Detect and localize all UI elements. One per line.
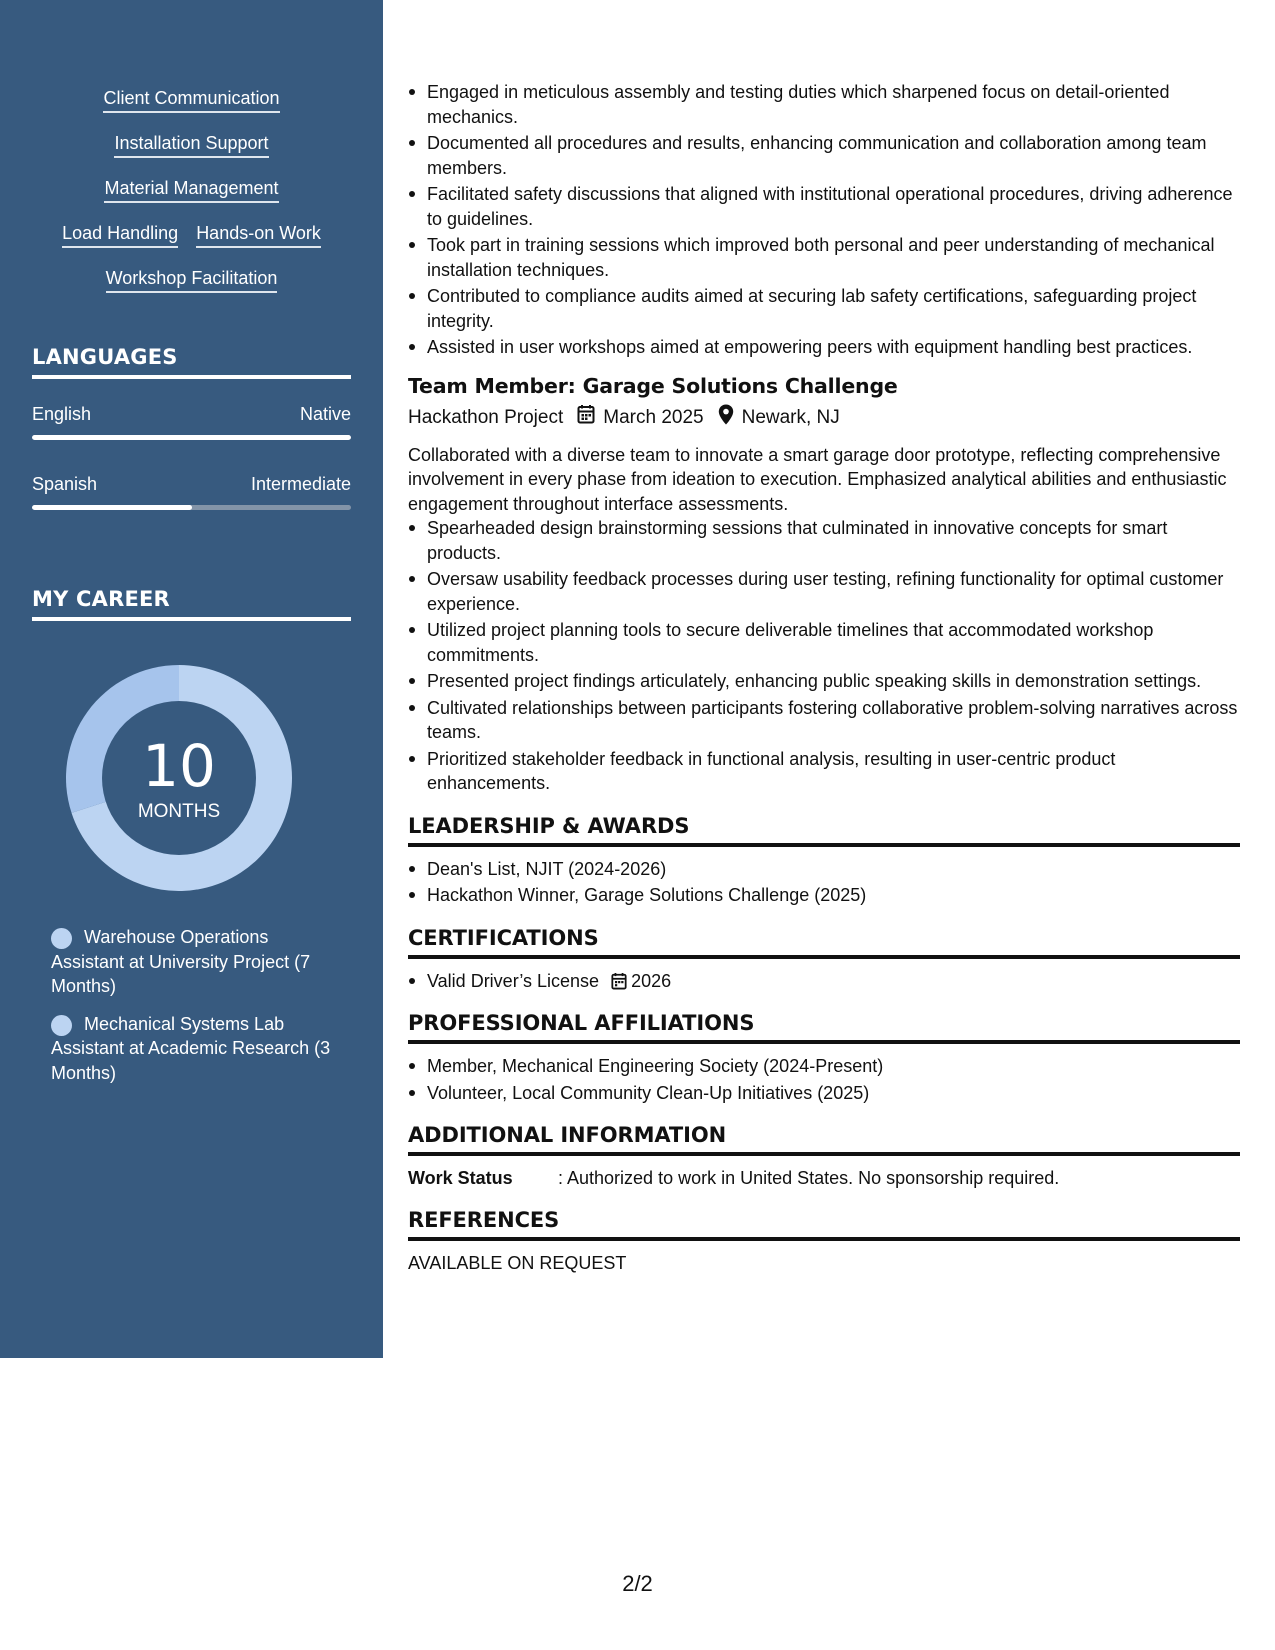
calendar-icon bbox=[577, 404, 595, 432]
language-level: Intermediate bbox=[250, 474, 351, 494]
sidebar bbox=[0, 0, 383, 1358]
page-number: 2/2 bbox=[622, 1571, 653, 1596]
list-item bbox=[408, 969, 1240, 994]
skill-tag: Installation Support bbox=[114, 131, 268, 158]
references-text: AVAILABLE ON REQUEST bbox=[408, 1253, 627, 1273]
leadership-heading: LEADERSHIP & AWARDS bbox=[408, 814, 1240, 847]
list-item: Spearheaded design brainstorming sessions that culminated in innovative concepts for smart products. bbox=[408, 516, 1240, 565]
project-bullets bbox=[408, 516, 1240, 796]
career-total-unit: MONTHS bbox=[137, 801, 221, 822]
list-item: Cultivated relationships between participants fostering collaborative problem-solving narratives across teams. bbox=[408, 696, 1240, 745]
list-item: Engaged in meticulous assembly and testing duties which sharpened focus on detail-oriented mechanics. bbox=[408, 80, 1240, 129]
skills-row bbox=[0, 221, 383, 266]
skills-row bbox=[0, 131, 383, 176]
skills-list bbox=[0, 86, 383, 311]
skills-row bbox=[0, 176, 383, 221]
list-item: Volunteer, Local Community Clean-Up Initiatives (2025) bbox=[408, 1081, 1240, 1106]
additional-info-heading: ADDITIONAL INFORMATION bbox=[408, 1123, 1240, 1156]
career-legend-dot bbox=[51, 928, 72, 949]
skills-row bbox=[0, 86, 383, 131]
career-legend-dot bbox=[51, 1015, 72, 1036]
project-summary: Collaborated with a diverse team to innovate a smart garage door prototype, reflecting comprehensive involvement in every phase from ideation to execution. Emphasized analytical abilities and enthusiastic engagement throughout interface assessments. bbox=[408, 444, 1227, 514]
project-type: Hackathon Project bbox=[408, 407, 564, 428]
experience-bullets bbox=[408, 80, 1240, 360]
skill-tag: Load Handling bbox=[62, 221, 178, 248]
career-donut-chart bbox=[66, 665, 292, 891]
work-status-label: Work Status bbox=[408, 1168, 513, 1188]
work-status-value: : Authorized to work in United States. No sponsorship required. bbox=[558, 1168, 1060, 1188]
list-item: Presented project findings articulately, enhancing public speaking skills in demonstration settings. bbox=[408, 669, 1240, 694]
skill-tag: Workshop Facilitation bbox=[106, 266, 278, 293]
list-item: Facilitated safety discussions that aligned with institutional operational procedures, driving adherence to guidelines. bbox=[408, 182, 1240, 231]
language-proficiency-bar bbox=[32, 435, 351, 440]
list-item: Contributed to compliance audits aimed at securing lab safety certifications, safeguarding project integrity. bbox=[408, 284, 1240, 333]
list-item: Took part in training sessions which improved both personal and peer understanding of mechanical installation techniques. bbox=[408, 233, 1240, 282]
certification-name: Valid Driver’s License bbox=[427, 970, 600, 991]
career-item bbox=[51, 925, 341, 999]
list-item: Documented all procedures and results, enhancing communication and collaboration among team members. bbox=[408, 131, 1240, 180]
work-status-row bbox=[408, 1166, 1240, 1190]
affiliations-list bbox=[408, 1054, 1240, 1105]
language-proficiency-bar bbox=[32, 505, 351, 510]
languages-heading: LANGUAGES bbox=[32, 345, 351, 379]
list-item: Member, Mechanical Engineering Society (2024-Present) bbox=[408, 1054, 1240, 1079]
leadership-list bbox=[408, 857, 1240, 908]
career-total-value: 10 bbox=[142, 732, 216, 800]
language-name: Spanish bbox=[32, 474, 98, 494]
skill-tag: Hands-on Work bbox=[196, 221, 321, 248]
project-meta bbox=[408, 404, 1240, 433]
list-item: Oversaw usability feedback processes during user testing, refining functionality for optimal customer experience. bbox=[408, 567, 1240, 616]
certification-year: 2026 bbox=[631, 970, 672, 991]
language-proficiency-fill bbox=[32, 505, 192, 510]
skill-tag: Material Management bbox=[104, 176, 278, 203]
list-item: Assisted in user workshops aimed at empowering peers with equipment handling best practices. bbox=[408, 335, 1240, 360]
list-item: Dean's List, NJIT (2024-2026) bbox=[408, 857, 1240, 882]
affiliations-heading: PROFESSIONAL AFFILIATIONS bbox=[408, 1011, 1240, 1044]
project-location: Newark, NJ bbox=[741, 407, 840, 428]
calendar-icon bbox=[611, 972, 627, 990]
list-item: Utilized project planning tools to secure deliverable timelines that accommodated workshop commitments. bbox=[408, 618, 1240, 667]
certifications-heading: CERTIFICATIONS bbox=[408, 926, 1240, 959]
language-spanish bbox=[32, 472, 351, 510]
list-item: Hackathon Winner, Garage Solutions Challenge (2025) bbox=[408, 883, 1240, 908]
career-heading: MY CAREER bbox=[32, 587, 351, 621]
references-heading: REFERENCES bbox=[408, 1208, 1240, 1241]
project-date: March 2025 bbox=[603, 407, 704, 428]
language-english bbox=[32, 402, 351, 440]
career-item-text: Warehouse Operations Assistant at University Project (7 Months) bbox=[51, 927, 311, 996]
skill-tag: Client Communication bbox=[103, 86, 279, 113]
career-item-text: Mechanical Systems Lab Assistant at Academic Research (3 Months) bbox=[51, 1013, 331, 1083]
location-pin-icon bbox=[718, 404, 734, 433]
language-level: Native bbox=[299, 404, 351, 424]
career-item bbox=[51, 1012, 341, 1086]
skills-row bbox=[0, 266, 383, 311]
career-list bbox=[51, 925, 341, 1098]
list-item: Prioritized stakeholder feedback in functional analysis, resulting in user-centric product enhancements. bbox=[408, 747, 1240, 796]
main-content bbox=[408, 80, 1240, 1275]
language-name: English bbox=[32, 404, 92, 424]
certifications-list bbox=[408, 969, 1240, 994]
project-title: Team Member: Garage Solutions Challenge bbox=[408, 373, 898, 398]
language-proficiency-fill bbox=[32, 435, 351, 440]
